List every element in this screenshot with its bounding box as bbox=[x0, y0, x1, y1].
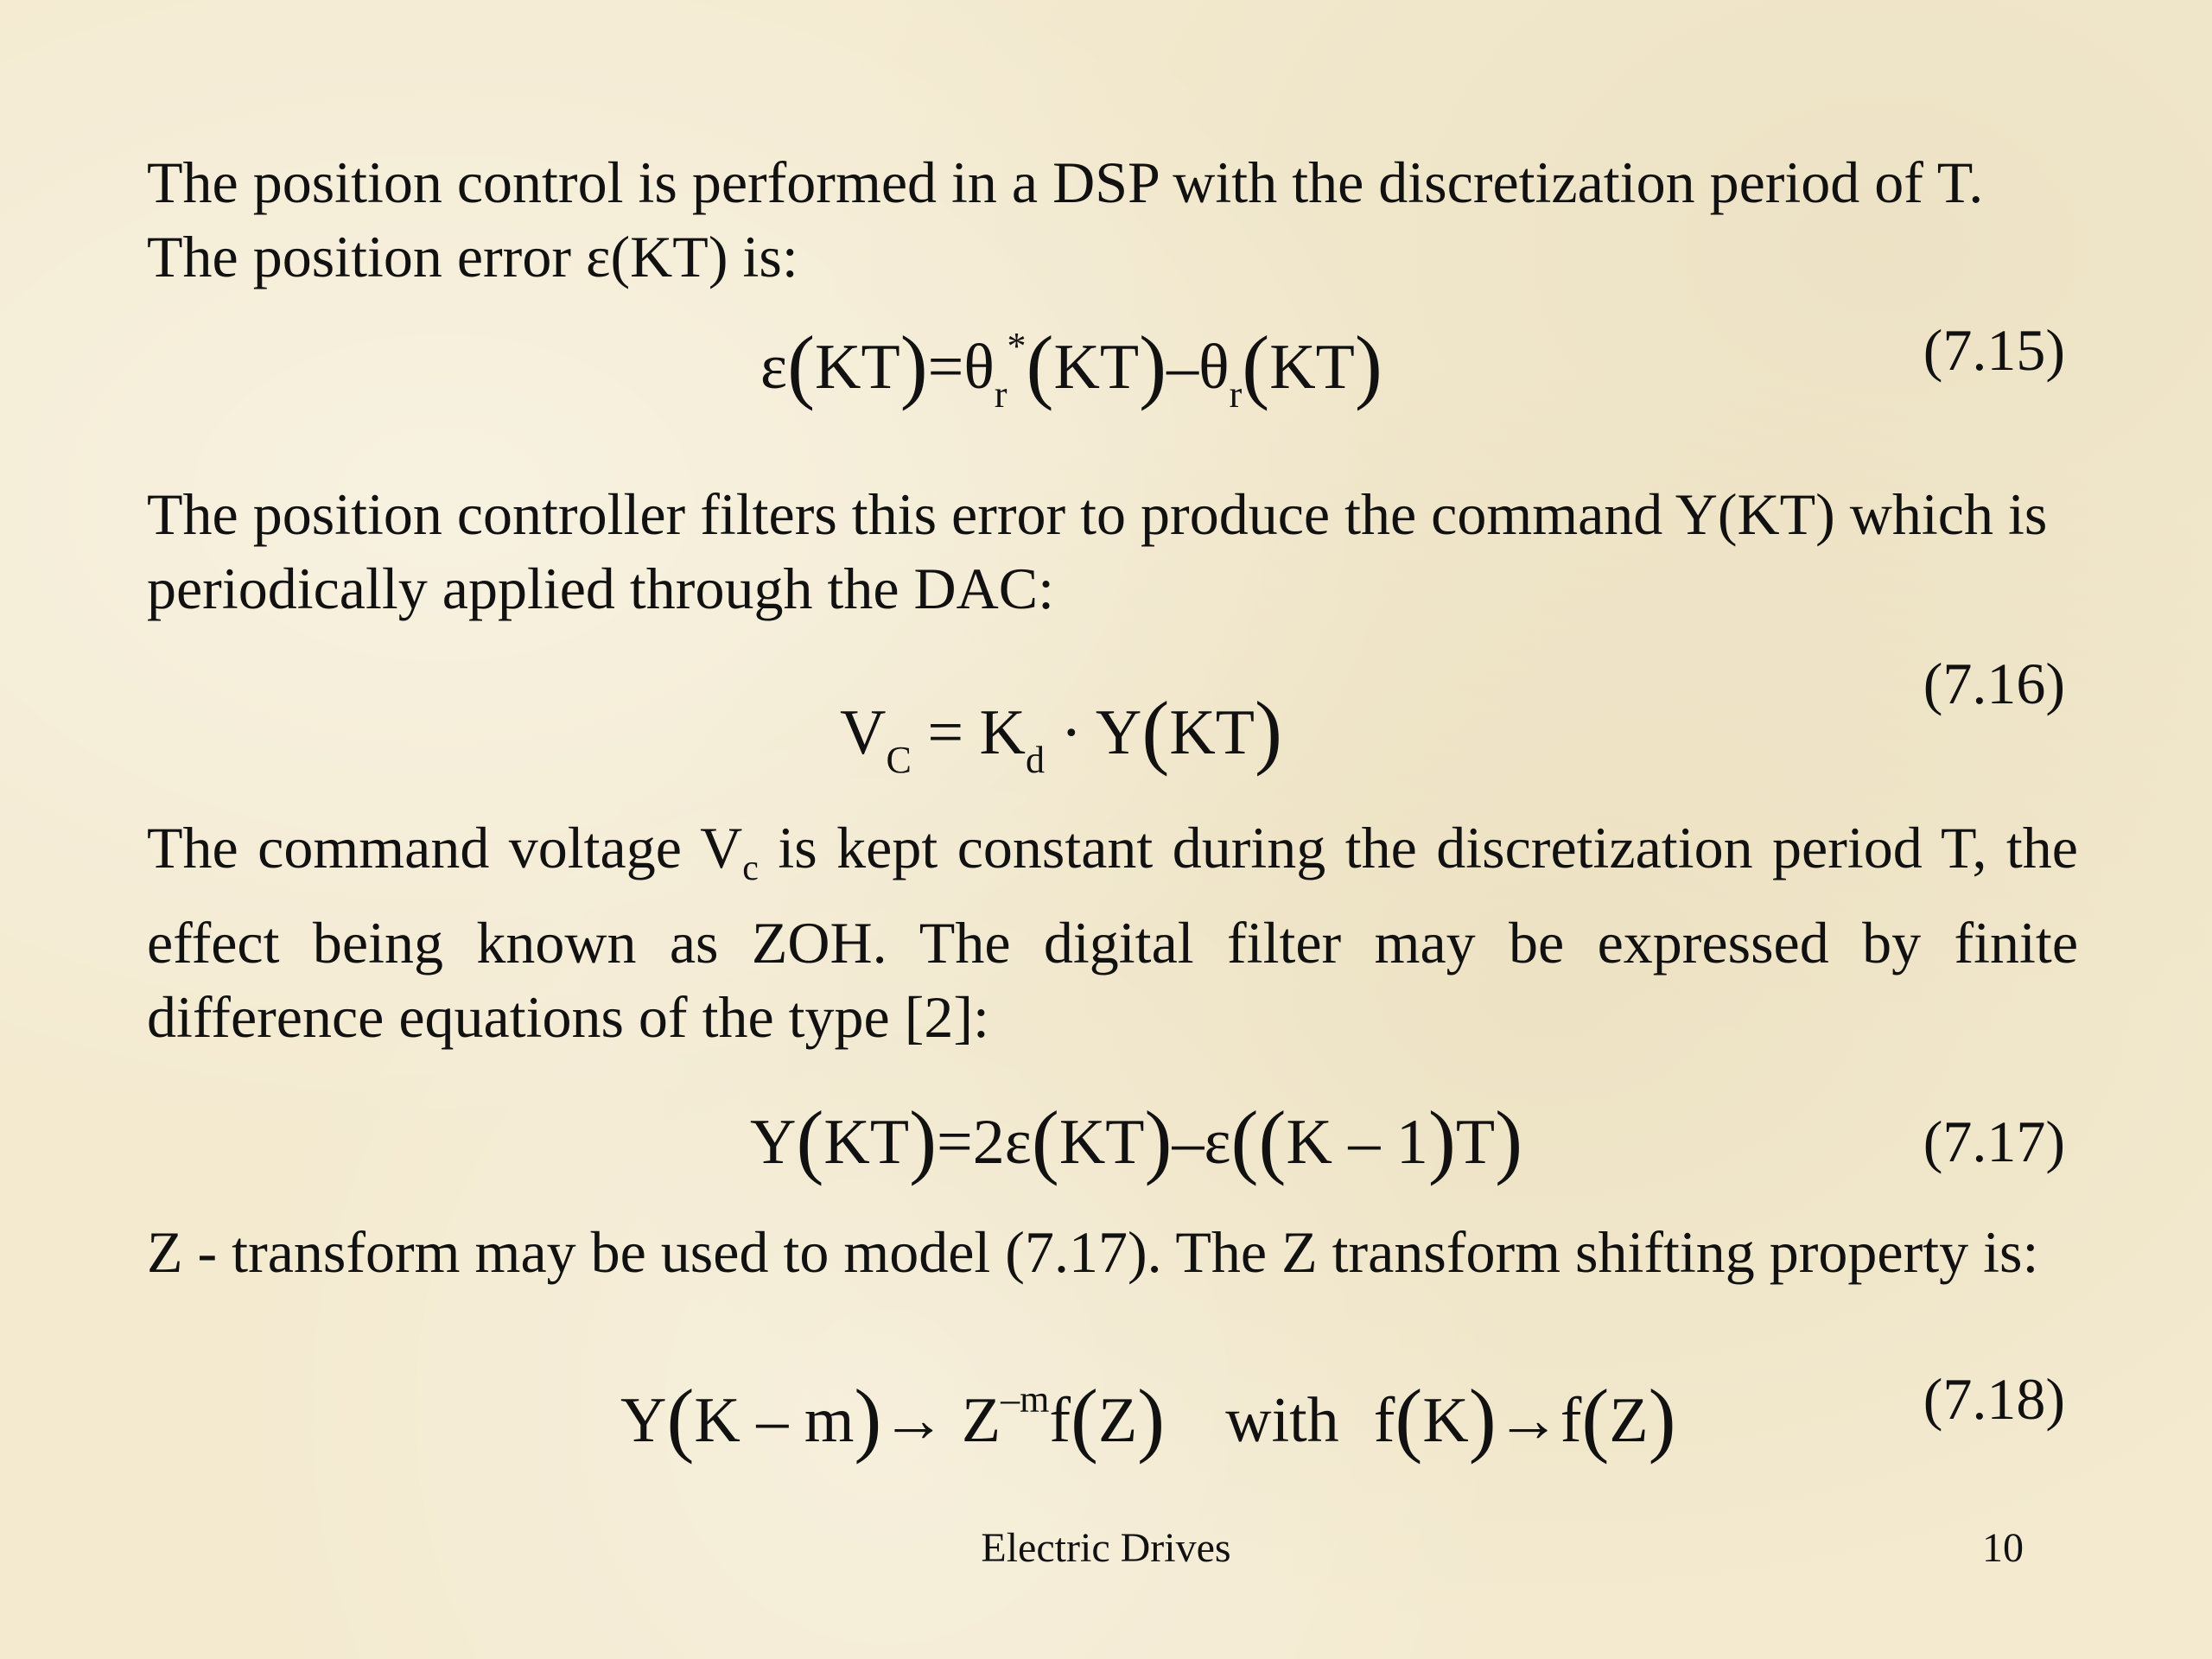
paragraph-position-control: The position control is performed in a DSP with the discretization period of T. The position error ε(KT) is: bbox=[147, 149, 1984, 289]
footer-title: Electric Drives bbox=[981, 1525, 1231, 1571]
equation-number-7-17: (7.17) bbox=[1923, 1109, 2065, 1174]
equation-number-7-18: (7.18) bbox=[1923, 1366, 2065, 1432]
paragraph-position-controller: The position controller filters this error to produce the command Y(KT) which is periodically applied through the DAC: bbox=[147, 481, 2048, 621]
equation-7-15: $\varepsilon(KT)=\theta_r^*(KT)-\theta_r(KT)$ bbox=[760, 319, 1382, 416]
paragraph-z-transform: Z - transform may be used to model (7.17). The Z transform shifting property is: bbox=[147, 1219, 2039, 1285]
page-number: 10 bbox=[1982, 1525, 2024, 1571]
equation-7-17: Y(KT)=2ε(KT)–ε((K – 1)T) bbox=[750, 1094, 1523, 1186]
paragraph-command-voltage: The command voltage $V_c$ is kept constant during the discretization period T, the effect being known as ZOH. The digital filter may be expressed by finite difference equations of the type [2]: bbox=[147, 815, 2078, 1050]
equation-7-16: $V_C = K_d \cdot Y(KT)$ bbox=[840, 684, 1282, 781]
equation-number-7-15: (7.15) bbox=[1923, 317, 2065, 383]
equation-number-7-16: (7.16) bbox=[1923, 651, 2065, 716]
equation-7-18: $Y(K - m)\to Z^{-m}f(Z)$ with f(K)→f(Z) bbox=[620, 1372, 1676, 1465]
